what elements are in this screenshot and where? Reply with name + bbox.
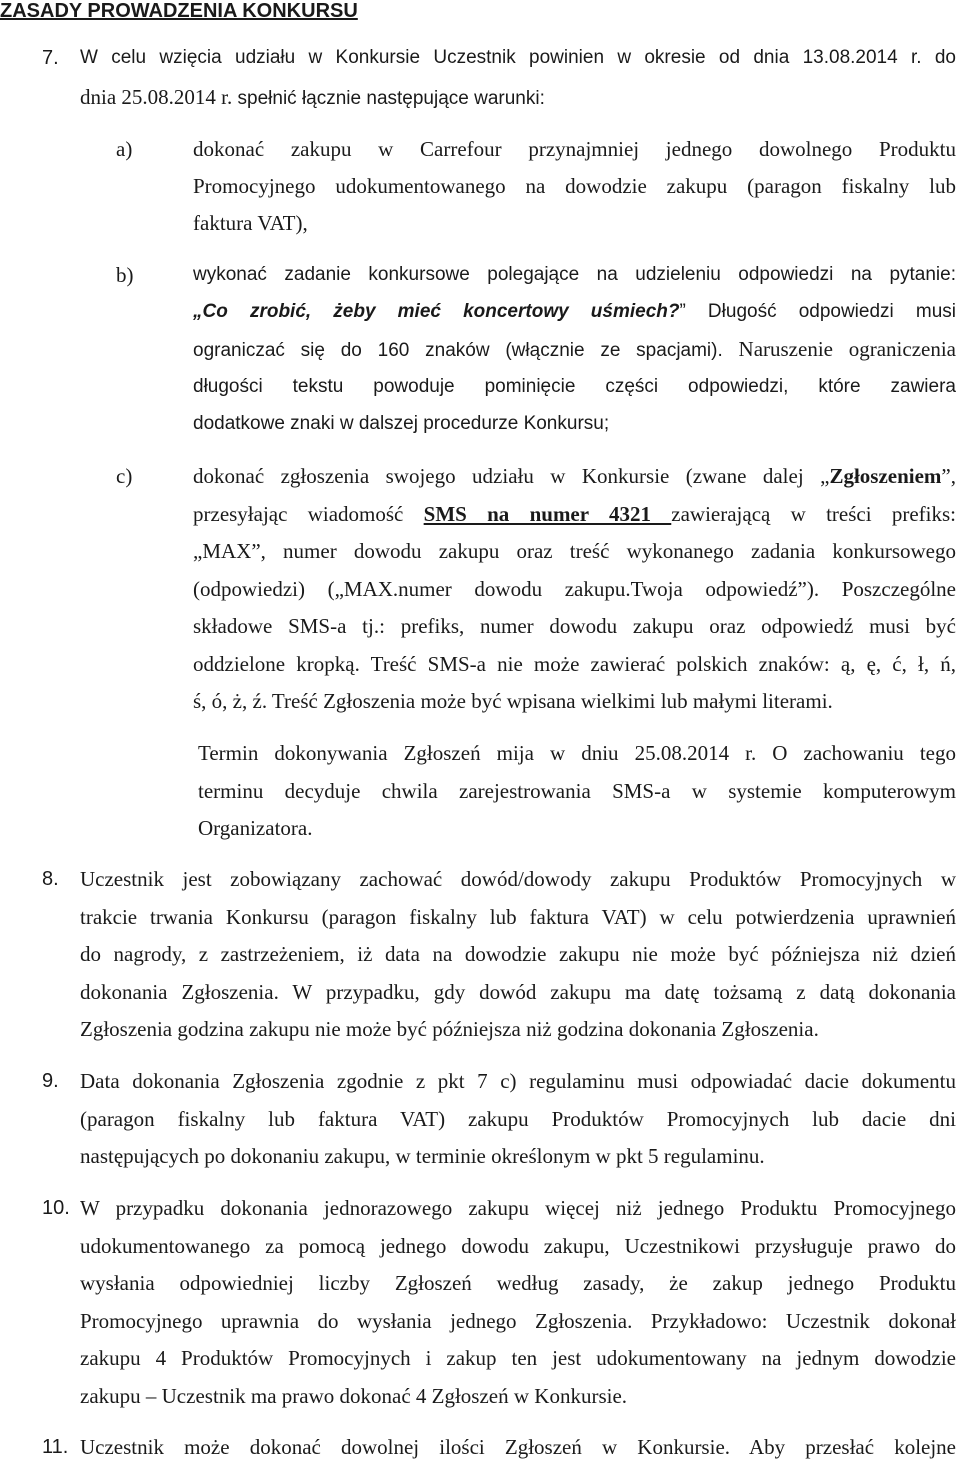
- paragraph-7-line-2: [80, 84, 956, 112]
- paragraph-10-line-4: Promocyjnego uprawnia do wysłania jednego Zgłoszenia. Przykładowo: Uczestnik dokonał: [80, 1309, 956, 1333]
- paragraph-10-line-5: zakupu 4 Produktów Promocyjnych i zakup ten jest udokumentowany na jednym dowodzie: [80, 1346, 956, 1370]
- item-c-line-5: składowe SMS-a tj.: prefiks, numer dowodu zakupu oraz odpowiedź musi być: [193, 614, 956, 638]
- paragraph-8-line-5: Zgłoszenia godzina zakupu nie może być późniejsza niż godzina dokonania Zgłoszenia.: [80, 1017, 819, 1041]
- answer-length-text: ” Długość odpowiedzi musi: [679, 301, 956, 322]
- paragraph-10-line-1: W przypadku dokonania jednorazowego zakupu więcej niż jednego Produktu Promocyjnego: [80, 1196, 956, 1220]
- paragraph-11-line-1: Uczestnik może dokonać dowolnej ilości Zgłoszeń w Konkursie. Aby przesłać kolejne: [80, 1435, 956, 1459]
- paragraph-9-line-2: (paragon fiskalny lub faktura VAT) zakupu Produktów Promocyjnych lub dacie dni: [80, 1107, 956, 1131]
- item-c-line-7: ś, ó, ż, ź. Treść Zgłoszenia może być wpisana wielkimi lub małymi literami.: [193, 689, 833, 713]
- item-a-letter: a): [116, 137, 133, 161]
- item-b-line-2: [193, 299, 956, 325]
- paragraph-9-line-1: Data dokonania Zgłoszenia zgodnie z pkt 7 c) regulaminu musi odpowiadać dacie dokumentu: [80, 1069, 956, 1093]
- item-c-line-1: dokonać zgłoszenia swojego udziału w Konkursie (zwane dalej „Zgłoszeniem”,: [193, 464, 956, 488]
- paragraph-11-number: 11.: [42, 1436, 69, 1458]
- paragraph-10-line-3: wysłania odpowiedniej liczby Zgłoszeń według zasady, że zakup jednego Produktu: [80, 1271, 956, 1295]
- paragraph-8-line-1: Uczestnik jest zobowiązany zachować dowód/dowody zakupu Produktów Promocyjnych w: [80, 867, 956, 891]
- item-b-line-3: [193, 336, 956, 364]
- paragraph-7-line-1: W celu wzięcia udziału w Konkursie Uczestnik powinien w okresie od dnia 13.08.2014 r. do: [80, 47, 956, 68]
- paragraph-8-line-3: do nagrody, z zastrzeżeniem, iż data na dowodzie zakupu nie może być późniejsza niż dzień: [80, 942, 956, 966]
- item-c-letter: c): [116, 464, 133, 488]
- character-limit-text: ograniczać się do 160 znaków (włącznie ze spacjami).: [193, 340, 723, 361]
- item-b-line-5: dodatkowe znaki w dalszej procedurze Konkursu;: [193, 413, 610, 434]
- paragraph-8-line-2: trakcie trwania Konkursu (paragon fiskalny lub faktura VAT) w celu potwierdzenia uprawnień: [80, 905, 956, 929]
- item-b-letter: b): [116, 263, 134, 287]
- zgloszenie-term: Zgłoszeniem: [829, 464, 942, 488]
- paragraph-8-number: 8.: [42, 868, 59, 890]
- item-a-line-2: Promocyjnego udokumentowanego na dowodzie zakupu (paragon fiskalny lub: [193, 174, 956, 198]
- deadline-line-2: terminu decyduje chwila zarejestrowania SMS-a w systemie komputerowym: [198, 779, 956, 803]
- item-a-line-3: faktura VAT),: [193, 211, 308, 235]
- section-title: ZASADY PROWADZENIA KONKURSU: [0, 0, 358, 22]
- paragraph-10-line-6: zakupu – Uczestnik ma prawo dokonać 4 Zgłoszeń w Konkursie.: [80, 1384, 628, 1408]
- paragraph-10-line-2: udokumentowanego za pomocą jednego dowodu zakupu, Uczestnikowi przysługuje prawo do: [80, 1234, 956, 1258]
- contest-question: „Co zrobić, żeby mieć koncertowy uśmiech?: [193, 301, 680, 322]
- paragraph-7-number: 7.: [42, 47, 59, 69]
- paragraph-8-line-4: dokonania Zgłoszenia. W przypadku, gdy dowód zakupu ma datę tożsamą z datą dokonania: [80, 980, 956, 1004]
- sms-number: SMS na numer 4321: [423, 502, 672, 526]
- item-c-line-2: przesyłając wiadomość SMS na numer 4321 zawierającą w treści prefiks:: [193, 502, 956, 526]
- item-b-line-4: długości tekstu powoduje pominięcie części odpowiedzi, które zawiera: [193, 376, 956, 397]
- deadline-line-3: Organizatora.: [198, 816, 313, 840]
- deadline-line-1: Termin dokonywania Zgłoszeń mija w dniu 25.08.2014 r. O zachowaniu tego: [198, 741, 956, 765]
- item-c-line-3: „MAX”, numer dowodu zakupu oraz treść wykonanego zadania konkursowego: [193, 539, 956, 563]
- paragraph-7-date-text: dnia 25.08.2014 r.: [80, 85, 233, 109]
- item-c-line-4: (odpowiedzi) („MAX.numer dowodu zakupu.Twoja odpowiedź”). Poszczególne: [193, 577, 956, 601]
- item-c-line-6: oddzielone kropką. Treść SMS-a nie może zawierać polskich znaków: ą, ę, ć, ł, ń,: [193, 652, 956, 676]
- item-a-line-1: dokonać zakupu w Carrefour przynajmniej jednego dowolnego Produktu: [193, 137, 956, 161]
- paragraph-9-number: 9.: [42, 1070, 59, 1092]
- paragraph-7-conditions-text: spełnić łącznie następujące warunki:: [232, 88, 545, 109]
- limit-violation-text: Naruszenie ograniczenia: [722, 337, 956, 361]
- item-b-line-1: wykonać zadanie konkursowe polegające na udzieleniu odpowiedzi na pytanie:: [193, 264, 956, 285]
- paragraph-10-number: 10.: [42, 1197, 70, 1219]
- paragraph-9-line-3: następujących po dokonaniu zakupu, w terminie określonym w pkt 5 regulaminu.: [80, 1144, 765, 1168]
